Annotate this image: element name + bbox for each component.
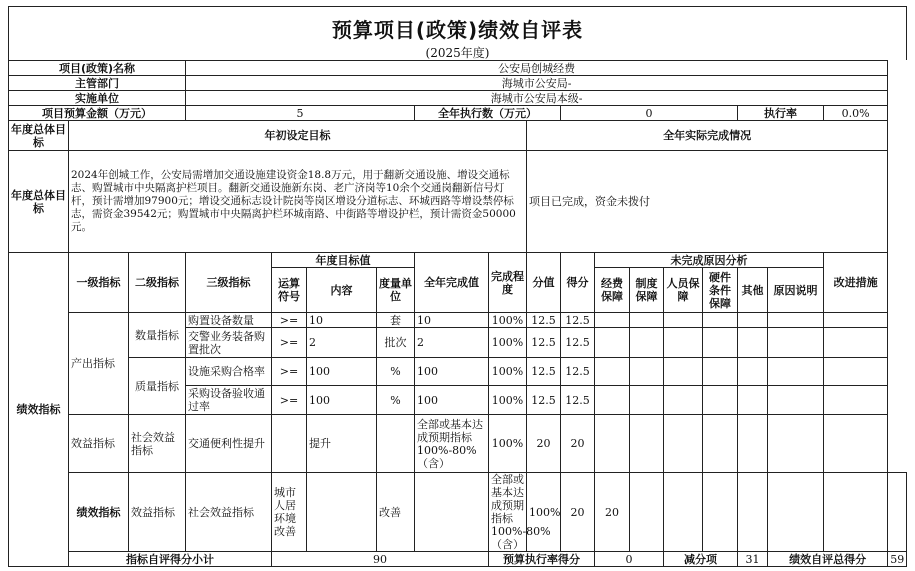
row-4-op: >=	[272, 386, 307, 415]
goal-header-label: 年度总体目标	[9, 121, 69, 151]
hdr-reason: 未完成原因分析	[595, 253, 824, 268]
hdr-score: 得分	[561, 253, 595, 313]
row-4-score-val: 12.5	[527, 386, 561, 415]
row-1-degree: 100%	[489, 313, 527, 328]
row-5-annual: 全部或基本达成预期指标100%-80%（含）	[415, 415, 489, 473]
row-6-score-val: 20	[561, 473, 595, 552]
budget-label: 项目预算金额（万元）	[9, 106, 186, 121]
dept-label: 主管部门	[9, 76, 186, 91]
year-subtitle: (2025年度)	[425, 46, 490, 60]
hdr-lvl2: 二级指标	[129, 253, 186, 313]
goal-actual-label: 全年实际完成情况	[527, 121, 888, 151]
row-2-score: 12.5	[561, 328, 595, 358]
hdr-target: 年度目标值	[272, 253, 415, 268]
hdr-r1: 经费保障	[595, 268, 630, 313]
hdr-lvl3: 三级指标	[186, 253, 272, 313]
benefit-indicator-1: 效益指标	[69, 415, 129, 473]
row-3-content: 100	[307, 358, 377, 386]
hdr-r2: 制度保障	[630, 268, 664, 313]
row-5-name: 交通便利性提升	[186, 415, 272, 473]
budget-value: 5	[186, 106, 415, 121]
budget-score-value: 0	[595, 552, 664, 567]
total-label: 绩效自评总得分	[768, 552, 888, 567]
row-1-unit: 套	[377, 313, 415, 328]
row-2-content: 2	[307, 328, 377, 358]
row-4-degree: 100%	[489, 386, 527, 415]
output-indicator: 产出指标	[69, 313, 129, 415]
goal-initial-label: 年初设定目标	[69, 121, 527, 151]
evaluation-table	[8, 60, 907, 567]
row-2-name: 交警业务装备购置批次	[186, 328, 272, 358]
subtotal-value: 90	[272, 552, 489, 567]
social-indicator-2: 社会效益指标	[186, 473, 272, 552]
title-box	[8, 6, 907, 60]
row-1-name: 购置设备数量	[186, 313, 272, 328]
hdr-unit: 度量单位	[377, 268, 415, 313]
row-4-content: 100	[307, 386, 377, 415]
budget-score-label: 预算执行率得分	[489, 552, 595, 567]
subtotal-label: 指标自评得分小计	[69, 552, 272, 567]
row-5-content: 提升	[307, 415, 377, 473]
row-4-name: 采购设备验收通过率	[186, 386, 272, 415]
rate-label: 执行率	[738, 106, 824, 121]
goal-initial-text: 2024年创城工作，公安局需增加交通设施建设资金18.8万元，用于翻新交通设施、增设交通标志、购置城市中央隔离护栏项目。翻新交通设施新东岗、老广济岗等10余个交通岗翻新信号灯杆，预计需增加97900元；增设交通标志设计院岗等岗区增设分道标志、环城西路等增设禁停标志，需资金39542元；购置城市中央隔离护栏环城南路、中街路等增设护栏，预计需资金50000元。	[69, 151, 527, 253]
row-2-degree: 100%	[489, 328, 527, 358]
total-value: 59	[888, 552, 907, 567]
hdr-r3: 人员保障	[664, 268, 703, 313]
unit-value: 海城市公安局本级-	[186, 91, 888, 106]
row-3-score-val: 12.5	[527, 358, 561, 386]
deduct-label: 减分项	[664, 552, 738, 567]
row-5-unit	[377, 415, 415, 473]
row-4-annual: 100	[415, 386, 489, 415]
hdr-score-val: 分值	[527, 253, 561, 313]
hdr-r6: 原因说明	[768, 268, 824, 313]
dept-value: 海城市公安局-	[186, 76, 888, 91]
page-title: 预算项目(政策)绩效自评表	[331, 18, 584, 42]
row-5-op	[272, 415, 307, 473]
hdr-content: 内容	[307, 268, 377, 313]
project-name-label: 项目(政策)名称	[9, 61, 186, 76]
row-6-degree: 100%	[527, 473, 561, 552]
hdr-r4: 硬件条件保障	[703, 268, 738, 313]
row-2-annual: 2	[415, 328, 489, 358]
row-3-degree: 100%	[489, 358, 527, 386]
row-6-content: 改善	[377, 473, 415, 552]
rate-value: 0.0%	[824, 106, 888, 121]
row-6-op	[307, 473, 377, 552]
row-2-op: >=	[272, 328, 307, 358]
row-6-score: 20	[595, 473, 630, 552]
hdr-annual: 全年完成值	[415, 253, 489, 313]
row-3-name: 设施采购合格率	[186, 358, 272, 386]
row-3-score: 12.5	[561, 358, 595, 386]
row-4-unit: %	[377, 386, 415, 415]
hdr-op: 运算符号	[272, 268, 307, 313]
row-5-score-val: 20	[527, 415, 561, 473]
goal-actual-text: 项目已完成，资金未拨付	[527, 151, 888, 253]
unit-label: 实施单位	[9, 91, 186, 106]
row-1-score: 12.5	[561, 313, 595, 328]
row-1-content: 10	[307, 313, 377, 328]
row-1-op: >=	[272, 313, 307, 328]
social-indicator-1: 社会效益指标	[129, 415, 186, 473]
row-4-score: 12.5	[561, 386, 595, 415]
perf-label-1: 绩效指标	[9, 253, 69, 567]
quantity-indicator: 数量指标	[129, 313, 186, 358]
row-3-op: >=	[272, 358, 307, 386]
goal-row-label: 年度总体目标	[9, 151, 69, 253]
hdr-lvl1: 一级指标	[69, 253, 129, 313]
hdr-r5: 其他	[738, 268, 768, 313]
row-5-score: 20	[561, 415, 595, 473]
benefit-indicator-2: 效益指标	[129, 473, 186, 552]
row-6-annual: 全部或基本达成预期指标100%-80%（含）	[489, 473, 527, 552]
row-2-score-val: 12.5	[527, 328, 561, 358]
deduct-value: 31	[738, 552, 768, 567]
quality-indicator: 质量指标	[129, 358, 186, 415]
row-2-unit: 批次	[377, 328, 415, 358]
perf-label-2: 绩效指标	[69, 473, 129, 552]
row-6-unit	[415, 473, 489, 552]
project-name-value: 公安局创城经费	[186, 61, 888, 76]
exec-label: 全年执行数（万元）	[415, 106, 561, 121]
hdr-degree: 完成程度	[489, 253, 527, 313]
evaluation-sheet	[8, 6, 907, 567]
row-3-annual: 100	[415, 358, 489, 386]
hdr-improve: 改进措施	[824, 253, 888, 313]
row-3-unit: %	[377, 358, 415, 386]
row-6-name: 城市人居环境改善	[272, 473, 307, 552]
row-1-score-val: 12.5	[527, 313, 561, 328]
exec-value: 0	[561, 106, 738, 121]
row-5-degree: 100%	[489, 415, 527, 473]
row-1-annual: 10	[415, 313, 489, 328]
